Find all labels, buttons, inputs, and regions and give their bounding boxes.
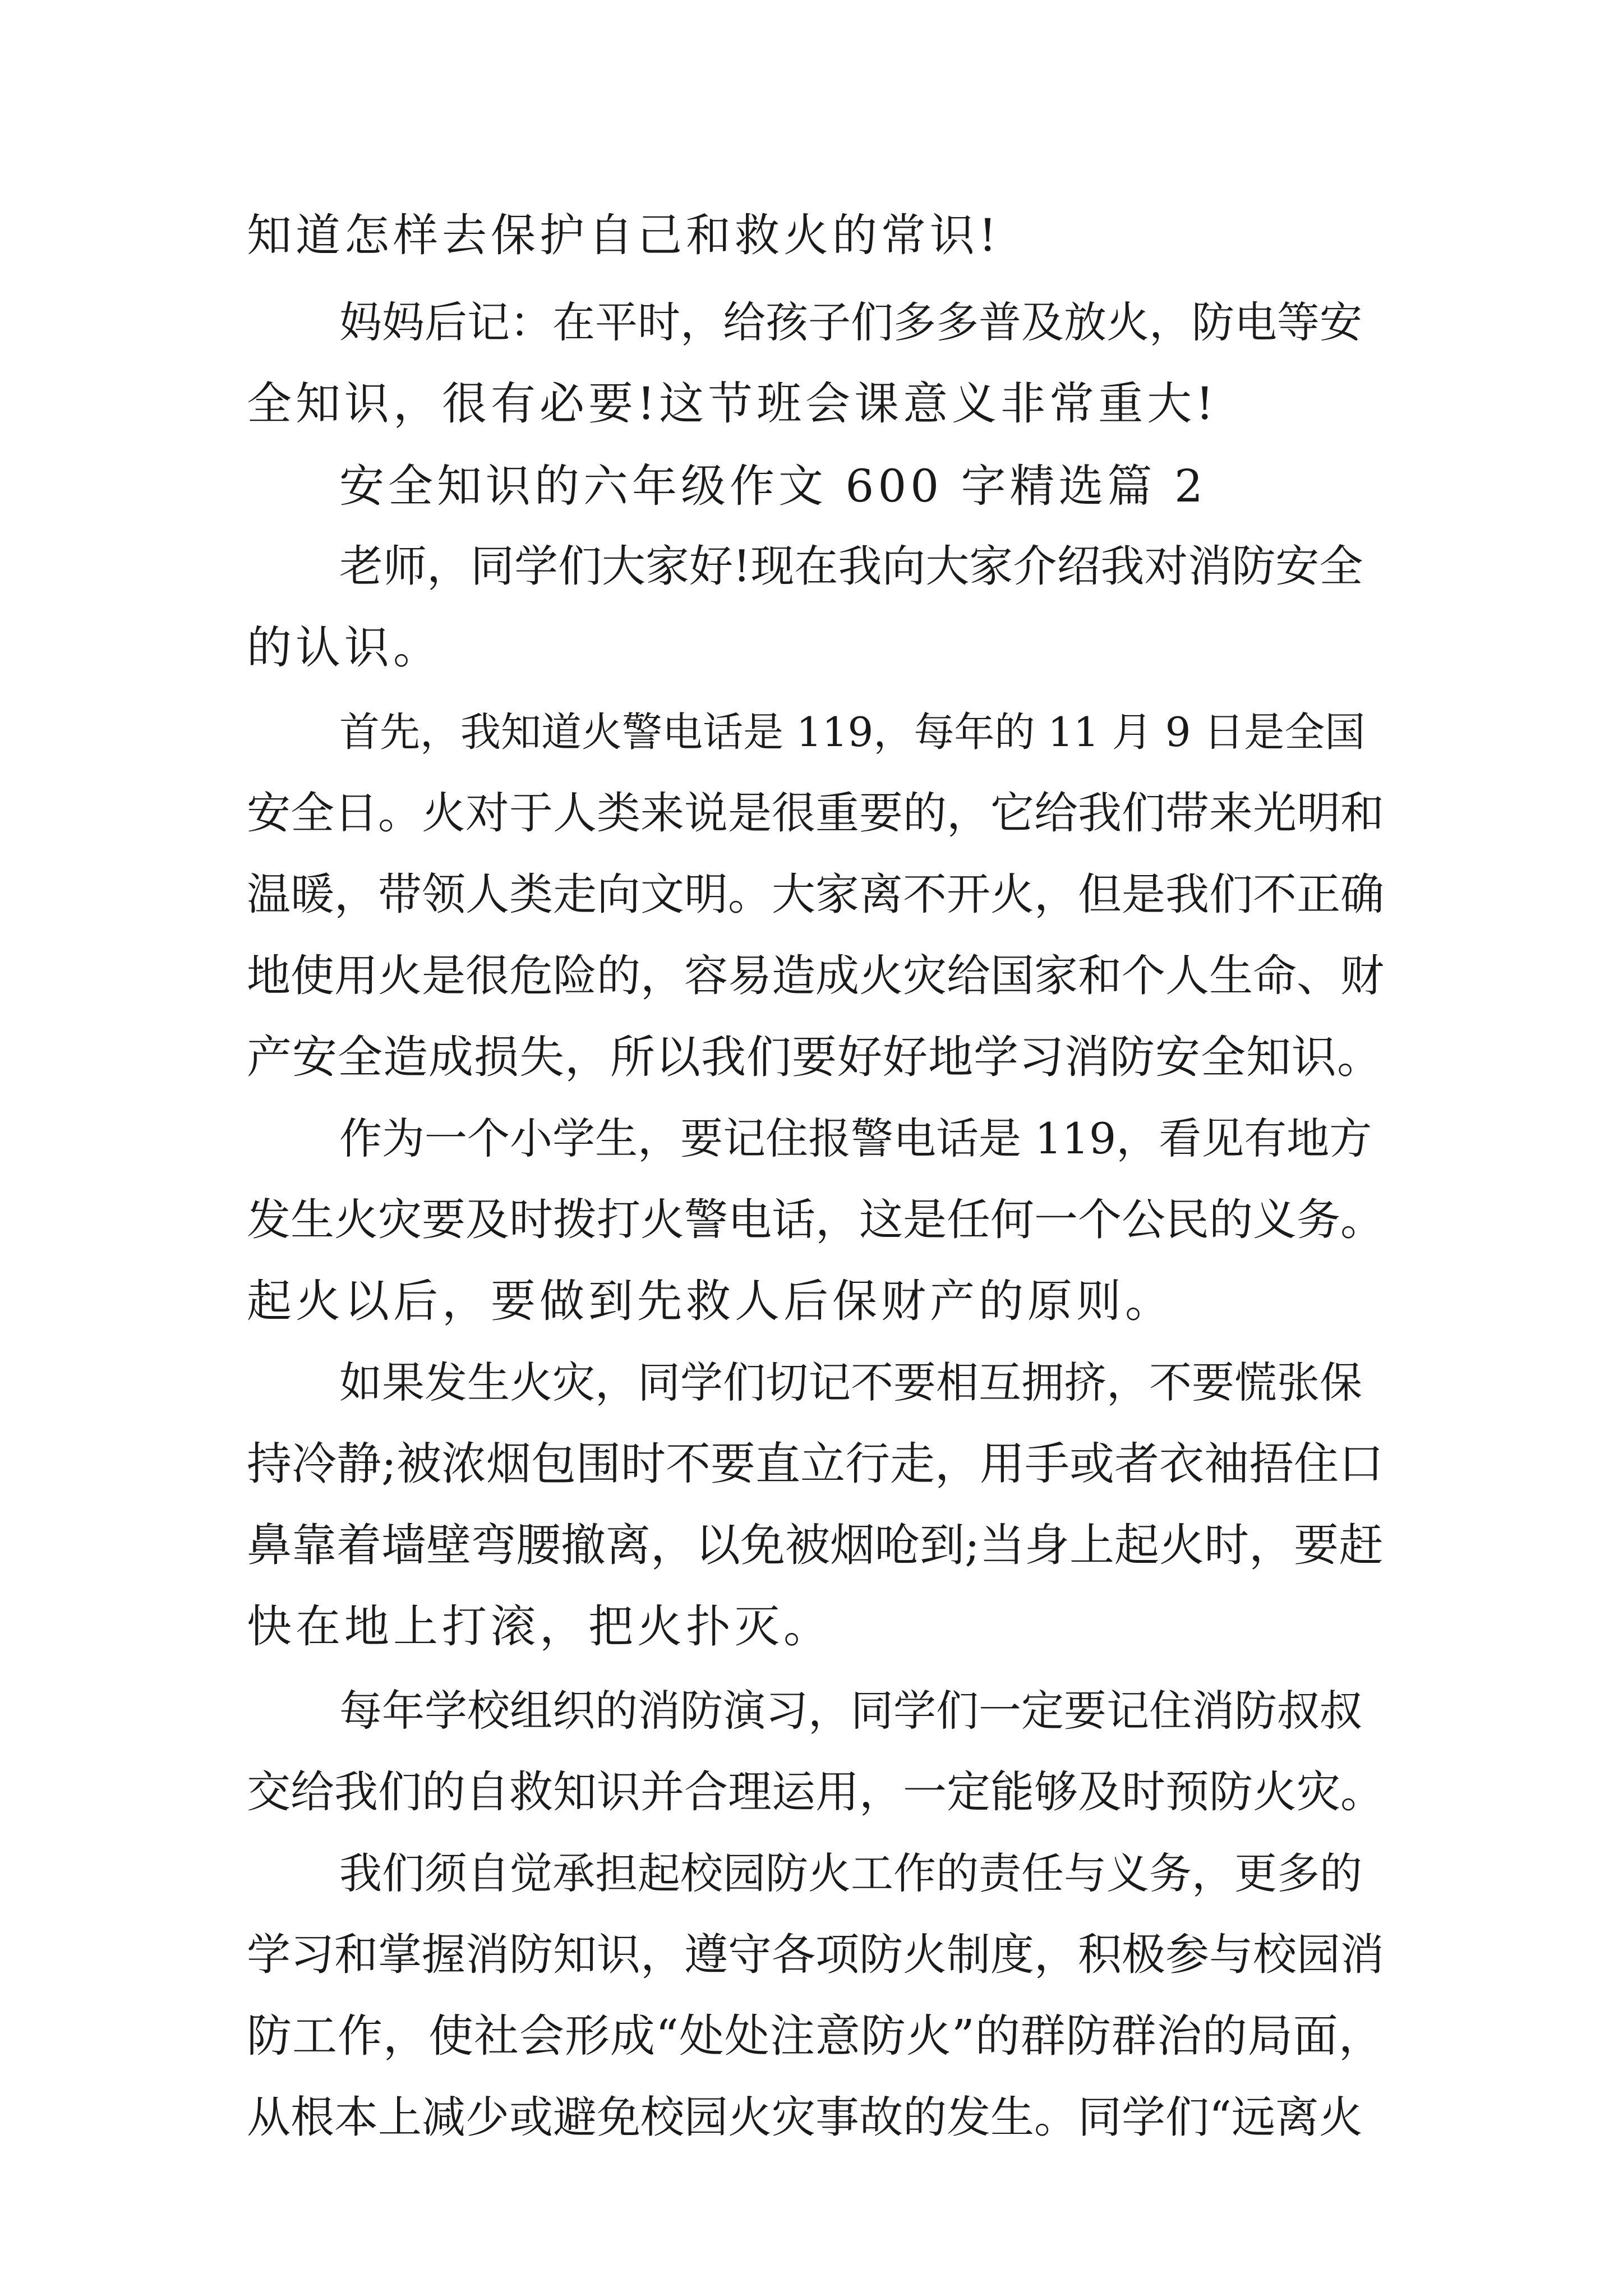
text-line: 快在地上打滚，把火扑灭。 xyxy=(247,1600,832,1653)
text-line: 交给我们的自救知识并合理运用，一定能够及时预防火灾。 xyxy=(247,1767,1385,1818)
text-line: 全知识，很有必要!这节班会课意义非常重大! xyxy=(247,378,1218,430)
text-line: 从根本上减少或避免校园火灾事故的发生。同学们“远离火 xyxy=(247,2092,1363,2143)
text-line: 作为一个小学生，要记住报警电话是 119，看见有地方 xyxy=(339,1114,1372,1163)
text-line: 安全知识的六年级作文 600 字精选篇 2 xyxy=(339,460,1207,512)
text-line: 鼻靠着墙壁弯腰撤离，以免被烟呛到;当身上起火时，要赶 xyxy=(247,1519,1384,1571)
text-line: 每年学校组织的消防演习，同学们一定要记住消防叔叔 xyxy=(339,1686,1362,1736)
text-line: 首先，我知道火警电话是 119，每年的 11 月 9 日是全国 xyxy=(339,708,1366,756)
text-line: 地使用火是很危险的，容易造成火灾给国家和个人生命、财 xyxy=(247,951,1385,1001)
text-line: 持冷静;被浓烟包围时不要直立行走，用手或者衣袖捂住口 xyxy=(247,1438,1384,1490)
text-line: 老师，同学们大家好!现在我向大家介绍我对消防安全 xyxy=(339,541,1363,592)
text-line: 产安全造成损失，所以我们要好好地学习消防安全知识。 xyxy=(247,1031,1382,1083)
text-line: 防工作，使社会形成“处处注意防火”的群防群治的局面， xyxy=(247,2010,1384,2062)
text-line: 知道怎样去保护自己和救火的常识! xyxy=(247,209,1001,261)
text-line: 的认识。 xyxy=(247,622,442,674)
text-line: 起火以后，要做到先救人后保财产的原则。 xyxy=(247,1275,1174,1327)
text-line: 我们须自觉承担起校园防火工作的责任与义务，更多的 xyxy=(339,1848,1362,1898)
text-line: 学习和掌握消防知识，遵守各项防火制度，积极参与校园消 xyxy=(247,1930,1385,1980)
text-line: 温暖，带领人类走向文明。大家离不开火，但是我们不正确 xyxy=(247,869,1385,920)
text-line: 安全日。火对于人类来说是很重要的，它给我们带来光明和 xyxy=(247,788,1385,839)
text-line: 发生火灾要及时拨打火警电话，这是任何一个公民的义务。 xyxy=(247,1195,1385,1245)
text-line: 如果发生火灾，同学们切记不要相互拥挤，不要慌张保 xyxy=(339,1358,1362,1407)
text-line: 妈妈后记：在平时，给孩子们多多普及放火，防电等安 xyxy=(339,297,1362,347)
